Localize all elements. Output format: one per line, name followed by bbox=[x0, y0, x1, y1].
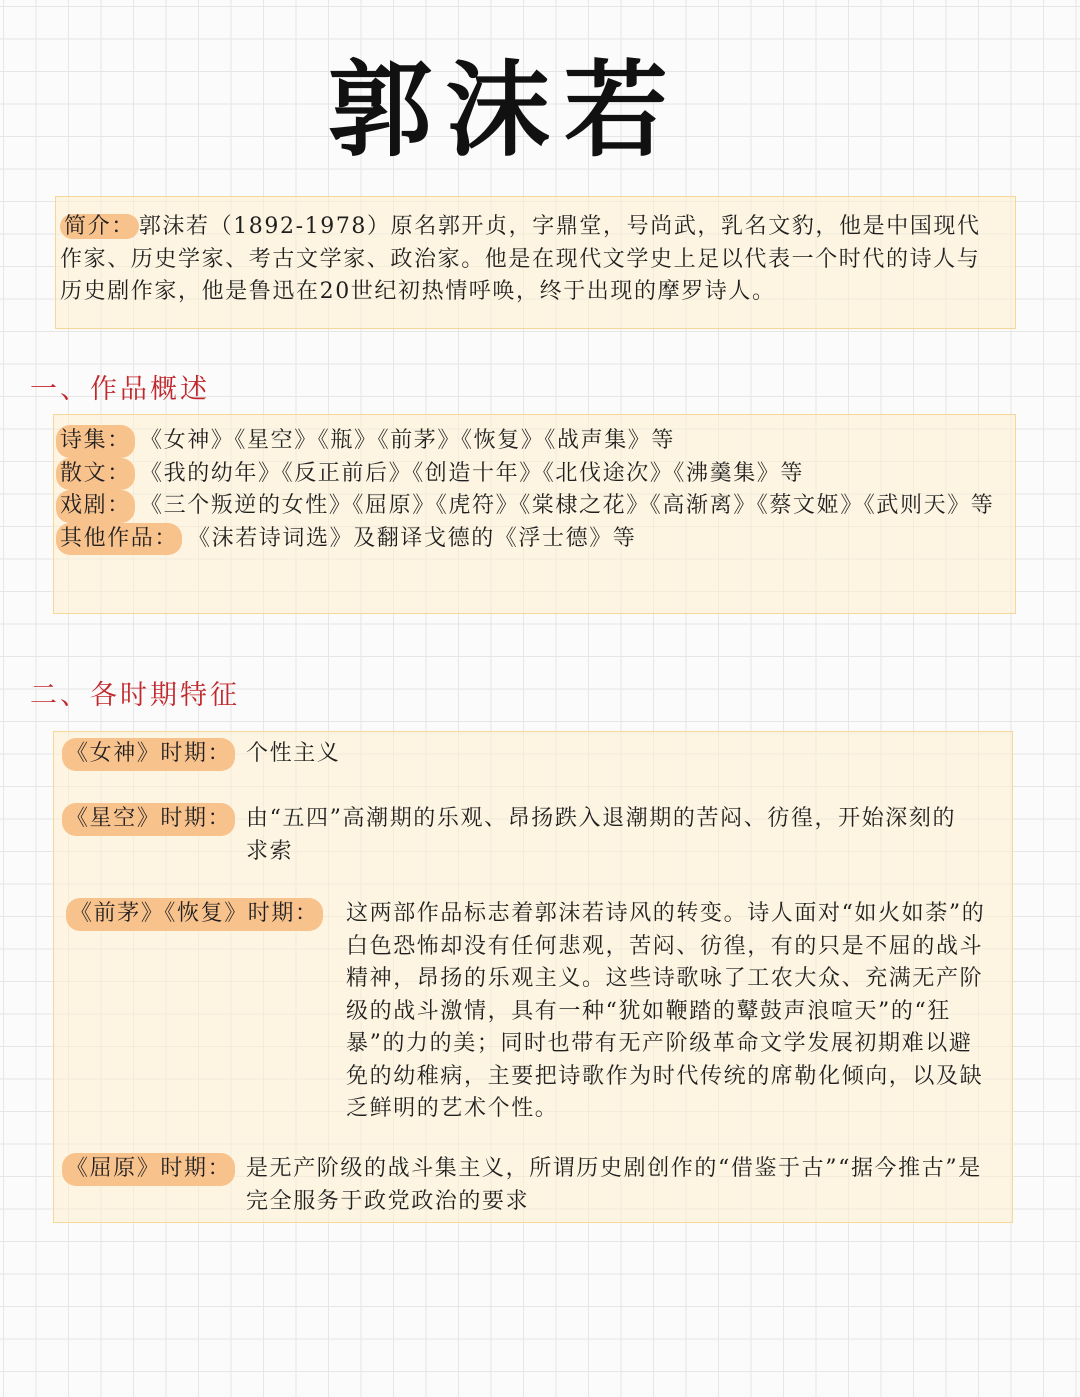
works-label-other: 其他作品： bbox=[56, 523, 182, 556]
works-row-other bbox=[56, 523, 995, 556]
works-text-poetry: 《女神》《星空》《瓶》《前茅》《恢复》《战声集》等 bbox=[140, 428, 676, 453]
period-label-qianmao: 《前茅》《恢复》时期： bbox=[66, 898, 323, 931]
works-text-prose: 《我的幼年》《反正前后》《创造十年》《北伐途次》《沸羹集》等 bbox=[140, 460, 805, 486]
period-text-qianmao: 这两部作品标志着郭沫若诗风的转变。诗人面对“如火如荼”的白色恐怖却没有任何悲观，苦闷、彷徨，有的只是不屈的战斗精神，昂扬的乐观主义。这些诗歌咏了工农大众、充满无产阶级的战斗激情，具有一种“犹如鞭踏的鼙鼓声浪喧天”的“狂暴”的力的美；同时也带有无产阶级革命文学发展初期难以避免的幼稚病，主要把诗歌作为时代传统的席勒化倾向，以及缺乏鲜明的艺术个性。 bbox=[346, 901, 986, 1121]
period-nvshen bbox=[62, 738, 982, 771]
section-works-heading: 一、作品概述 bbox=[30, 374, 210, 405]
period-text-xingkong: 由“五四”高潮期的乐观、昂扬跌入退潮期的苦闷、彷徨，开始深刻的求索 bbox=[246, 806, 957, 864]
period-qianmao bbox=[66, 898, 996, 1126]
period-text-nvshen: 个性主义 bbox=[246, 741, 341, 766]
intro-paragraph bbox=[60, 211, 997, 309]
intro-text: 郭沫若（1892-1978）原名郭开贞，字鼎堂，号尚武，乳名文豹，他是中国现代作家、历史学家、考古文学家、政治家。他是在现代文学史上足以代表一个时代的诗人与历史剧作家，他是鲁迅在20世纪初热情呼唤，终于出现的摩罗诗人。 bbox=[60, 214, 981, 304]
intro-box bbox=[55, 196, 1016, 329]
period-quyuan bbox=[62, 1153, 997, 1218]
period-label-xingkong: 《星空》时期： bbox=[62, 803, 235, 836]
works-row-poetry bbox=[56, 425, 995, 458]
works-box bbox=[53, 414, 1016, 614]
works-row-prose bbox=[56, 458, 995, 491]
intro-label: 简介： bbox=[60, 214, 139, 239]
works-row-drama bbox=[56, 490, 995, 523]
period-label-quyuan: 《屈原》时期： bbox=[62, 1153, 235, 1186]
works-text-other: 《沫若诗词选》及翻译戈德的《浮士德》等 bbox=[188, 525, 637, 551]
works-label-prose: 散文： bbox=[56, 458, 135, 491]
works-text-drama: 《三个叛逆的女性》《屈原》《虎符》《棠棣之花》《高渐离》《蔡文姬》《武则天》等 bbox=[140, 493, 995, 518]
works-label-drama: 戏剧： bbox=[56, 490, 135, 523]
works-label-poetry: 诗集： bbox=[56, 425, 135, 458]
period-text-quyuan: 是无产阶级的战斗集主义，所谓历史剧创作的“借鉴于古”“据今推古”是完全服务于政党政治的要求 bbox=[246, 1156, 982, 1214]
period-label-nvshen: 《女神》时期： bbox=[62, 738, 235, 771]
page-title: 郭沫若 bbox=[327, 49, 682, 171]
section-periods-heading: 二、各时期特征 bbox=[30, 680, 240, 711]
period-xingkong bbox=[62, 803, 972, 868]
